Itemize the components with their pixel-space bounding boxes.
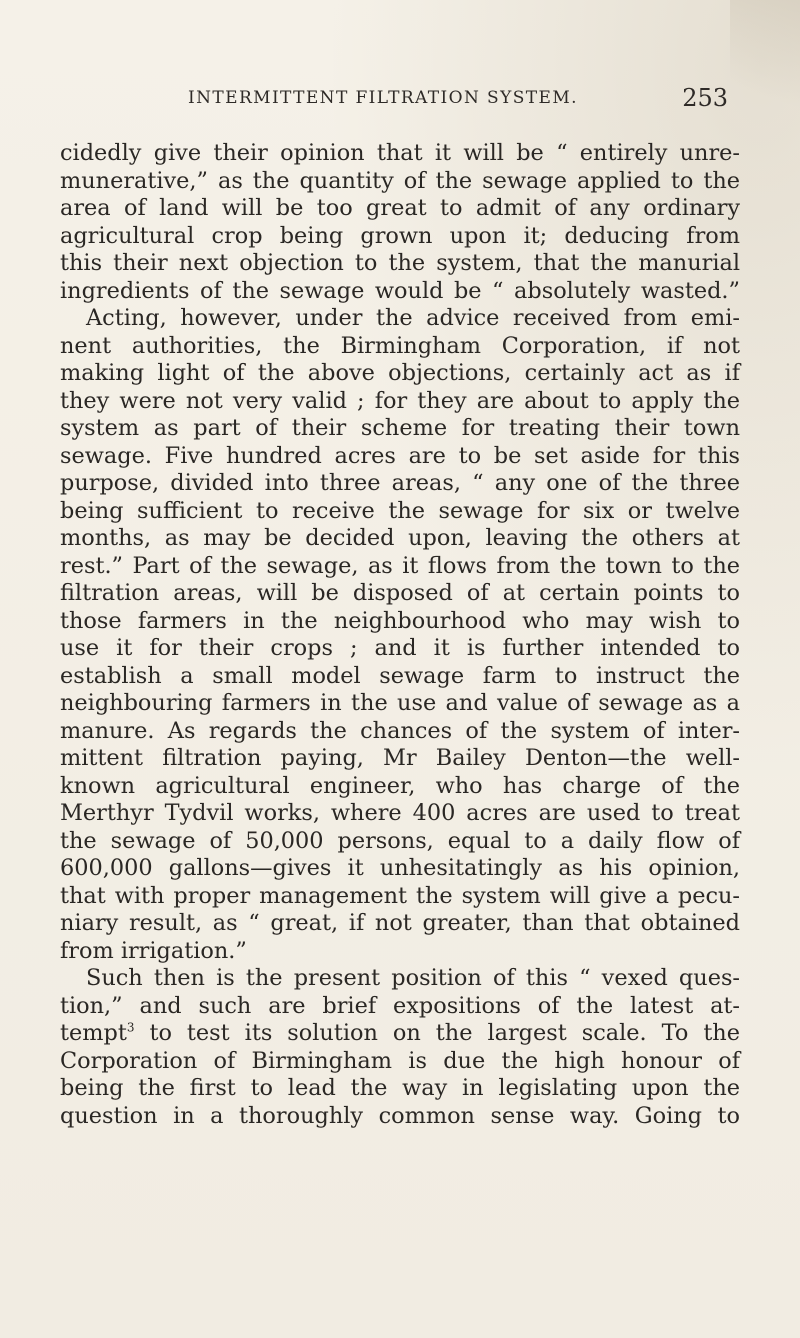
text-line: filtration areas, will be disposed of at certain points to [60, 580, 740, 606]
text-line: they were not very valid ; for they are about to apply the [60, 387, 740, 414]
text-line: area of land will be too great to admit of any ordinary [60, 195, 740, 221]
text-line: system as part of their scheme for treating their town [60, 415, 740, 441]
text-line: purpose, divided into three areas, “ any one of the three [60, 470, 740, 496]
text-line: Corporation of Birmingham is due the high honour of [60, 1047, 740, 1074]
text-line: 600,000 gallons—gives it unhesitatingly as his opinion, [60, 855, 740, 881]
footnote-marker[interactable]: 3 [126, 1020, 135, 1035]
text-line: nent authorities, the Birmingham Corporation, if not [60, 332, 740, 359]
text-line: ingredients of the sewage would be “ absolutely wasted.” [60, 277, 740, 304]
paragraph-start-line: Such then is the present position of this “ vexed ques- [86, 965, 740, 991]
text-line: that with proper management the system will give a pecu- [60, 882, 740, 909]
text-line: the sewage of 50,000 persons, equal to a daily flow of [60, 827, 740, 854]
text-line: manure. As regards the chances of the system of inter- [60, 717, 740, 744]
footnote-line-prefix: tempt [60, 1020, 127, 1046]
text-line: cidedly give their opinion that it will be “ entirely unre- [60, 140, 740, 166]
text-line: from irrigation.” [60, 937, 247, 964]
text-line: making light of the above objections, certainly act as if [60, 360, 740, 386]
page-number: 253 [682, 84, 728, 112]
text-line: being sufficient to receive the sewage for six or twelve [60, 497, 740, 524]
text-line: those farmers in the neighbourhood who may wish to [60, 607, 740, 634]
text-line: establish a small model sewage farm to instruct the [60, 662, 740, 689]
text-line-with-footnote [60, 1020, 740, 1048]
text-line: neighbouring farmers in the use and value of sewage as a [60, 690, 740, 716]
text-line: agricultural crop being grown upon it; deducing from [60, 222, 740, 249]
body-text [60, 140, 740, 1130]
text-line: sewage. Five hundred acres are to be set aside for this [60, 442, 740, 469]
running-title: INTERMITTENT FILTRATION SYSTEM. [188, 88, 578, 108]
page-stain [730, 0, 800, 130]
text-line: question in a thoroughly common sense way. Going to [60, 1102, 740, 1129]
text-line: Merthyr Tydvil works, where 400 acres are used to treat [60, 800, 740, 826]
text-line: munerative,” as the quantity of the sewage applied to the [60, 167, 740, 194]
text-line: this their next objection to the system, that the manurial [60, 250, 740, 276]
running-head [188, 84, 728, 114]
text-line: months, as may be decided upon, leaving the others at [60, 525, 740, 551]
paragraph-start-line: Acting, however, under the advice received from emi- [86, 305, 740, 331]
text-line: known agricultural engineer, who has charge of the [60, 772, 740, 799]
text-line: rest.” Part of the sewage, as it flows from the town to the [60, 552, 740, 579]
text-line: use it for their crops ; and it is further intended to [60, 635, 740, 661]
text-line: being the first to lead the way in legislating upon the [60, 1075, 740, 1101]
text-line: niary result, as “ great, if not greater, than that obtained [60, 910, 740, 936]
text-line: tion,” and such are brief expositions of the latest at- [60, 992, 740, 1019]
footnote-line-rest: to test its solution on the largest scale. To the [149, 1020, 740, 1046]
text-line: mittent filtration paying, Mr Bailey Denton—the well- [60, 745, 740, 771]
